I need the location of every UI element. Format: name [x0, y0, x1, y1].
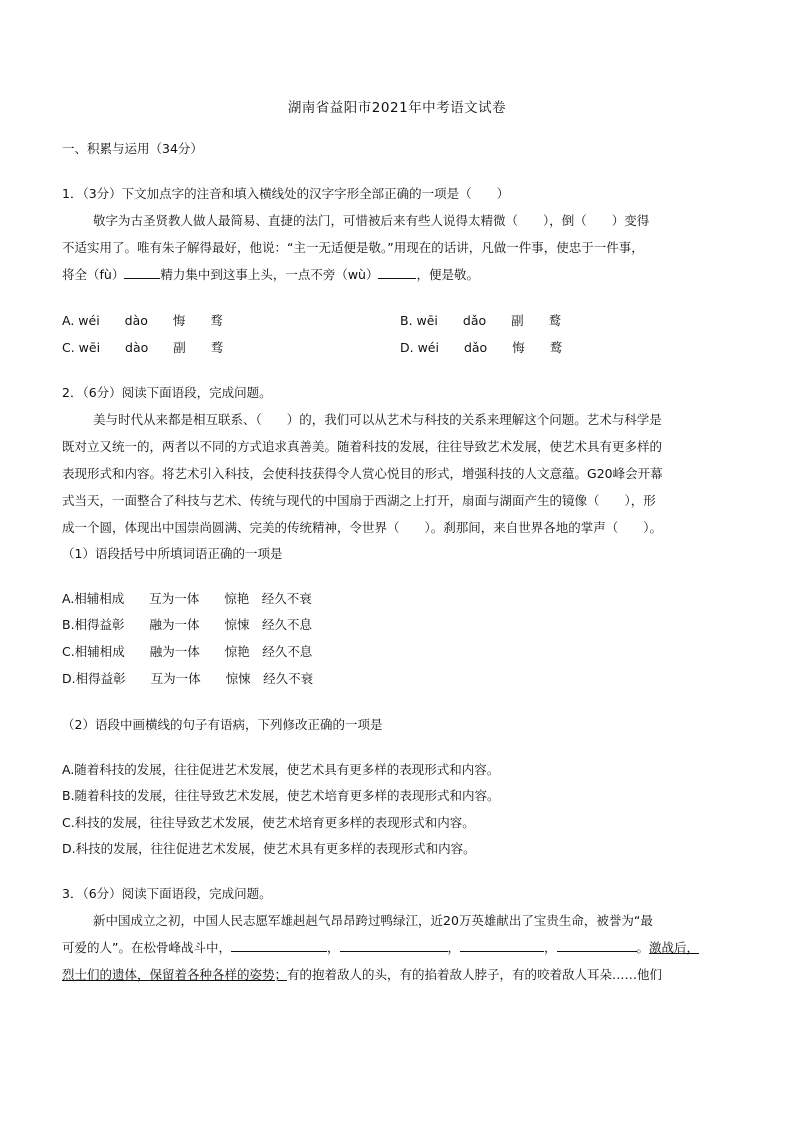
question-1-text-line: 敬字为古圣贤教人做人最简易、直捷的法门，可惜被后来有些人说得太精微（ ），倒（ ）变得 — [93, 213, 650, 228]
question-2-text-line: 既对立又统一的，两者以不同的方式追求真善美。随着科技的发展，往往导致艺术发展，使艺术具有更多样的 — [62, 439, 663, 454]
option-b: B. wēi dǎo 副 鹜 — [400, 313, 562, 328]
option-a: A.相辅相成 互为一体 惊艳 经久不衰 — [62, 591, 312, 606]
option-c: C.科技的发展，往往导致艺术发展，使艺术培育更多样的表现形式和内容。 — [62, 815, 475, 830]
underlined-sentence: 烈士们的遗体，保留着各种各样的姿势； — [62, 967, 288, 982]
question-3-text-line — [62, 966, 662, 984]
option-c: C. wēi dào 副 骛 — [62, 340, 224, 355]
fill-blank — [231, 939, 327, 952]
text-fragment: 可爱的人”。在松骨峰战斗中， — [62, 940, 231, 955]
option-a: A.随着科技的发展，往往促进艺术发展，使艺术具有更多样的表现形式和内容。 — [62, 762, 500, 777]
sub-question-1: （1）语段括号中所填词语正确的一项是 — [62, 546, 283, 561]
sub-question-2: （2）语段中画横线的句子有语病，下列修改正确的一项是 — [62, 717, 383, 732]
question-2-stem: 2．（6分）阅读下面语段，完成问题。 — [62, 385, 272, 400]
fill-blank — [378, 266, 416, 279]
fill-blank — [460, 939, 544, 952]
question-2-text-line: 成一个圆，体现出中国崇尚圆满、完美的传统精神，令世界（ ）。刹那间，来自世界各地的掌声（ ）。 — [62, 520, 663, 535]
option-d: D.相得益彰 互为一体 惊悚 经久不衰 — [62, 671, 314, 686]
question-1-stem: 1．（3分）下文加点字的注音和填入横线处的汉字字形全部正确的一项是（ ） — [62, 186, 510, 201]
fill-blank — [340, 939, 448, 952]
question-2-text-line: 式当天，一面整合了科技与艺术、传统与现代的中国扇于西湖之上打开，扇面与湖面产生的镜像（ ），形 — [62, 493, 656, 508]
text-fragment: 精力集中到这事上头，一点不旁（wù） — [160, 267, 379, 282]
fill-blank — [557, 939, 637, 952]
option-d: D.科技的发展，往往促进艺术发展，使艺术具有更多样的表现形式和内容。 — [62, 841, 476, 856]
option-c: C.相辅相成 融为一体 惊艳 经久不息 — [62, 644, 313, 659]
comma: ， — [544, 940, 557, 955]
question-2-text-line: 表现形式和内容。将艺术引入科技，会使科技获得令人赏心悦目的形式，增强科技的人文意蕴。G20峰会开幕 — [62, 466, 663, 481]
option-a: A. wéi dào 悔 骛 — [62, 313, 223, 328]
underlined-sentence: 激战后， — [649, 940, 700, 955]
page-title: 湖南省益阳市2021年中考语文试卷 — [287, 100, 507, 116]
section-heading: 一、积累与运用（34分） — [62, 141, 203, 156]
question-1-text-line — [62, 266, 479, 284]
question-2-text-line: 美与时代从来都是相互联系、（ ）的，我们可以从艺术与科技的关系来理解这个问题。艺术与科学是 — [93, 412, 662, 427]
question-3-stem: 3．（6分）阅读下面语段，完成问题。 — [62, 886, 272, 901]
question-1-text-line: 不适实用了。唯有朱子解得最好，他说：“主一无适便是敬。”用现在的话讲，凡做一件事，使忠于一件事， — [62, 240, 644, 255]
text-fragment: 有的抱着敌人的头，有的掐着敌人脖子，有的咬着敌人耳朵……他们 — [287, 967, 663, 982]
question-3-text-line: 新中国成立之初，中国人民志愿军雄赳赳气昂昂跨过鸭绿江，近20万英雄献出了宝贵生命，被誉为“最 — [93, 913, 653, 928]
comma: ， — [326, 940, 340, 955]
fill-blank — [124, 266, 160, 279]
question-3-text-line — [62, 939, 699, 957]
text-fragment: ，便是敬。 — [416, 267, 479, 282]
option-b: B.相得益彰 融为一体 惊悚 经久不息 — [62, 617, 313, 632]
text-fragment: 将全（fù） — [62, 267, 125, 282]
option-d: D. wéi dǎo 悔 鹜 — [400, 340, 563, 355]
comma: ， — [447, 940, 461, 955]
period: 。 — [636, 940, 650, 955]
option-b: B.随着科技的发展，往往导致艺术发展，使艺术培育更多样的表现形式和内容。 — [62, 788, 500, 803]
